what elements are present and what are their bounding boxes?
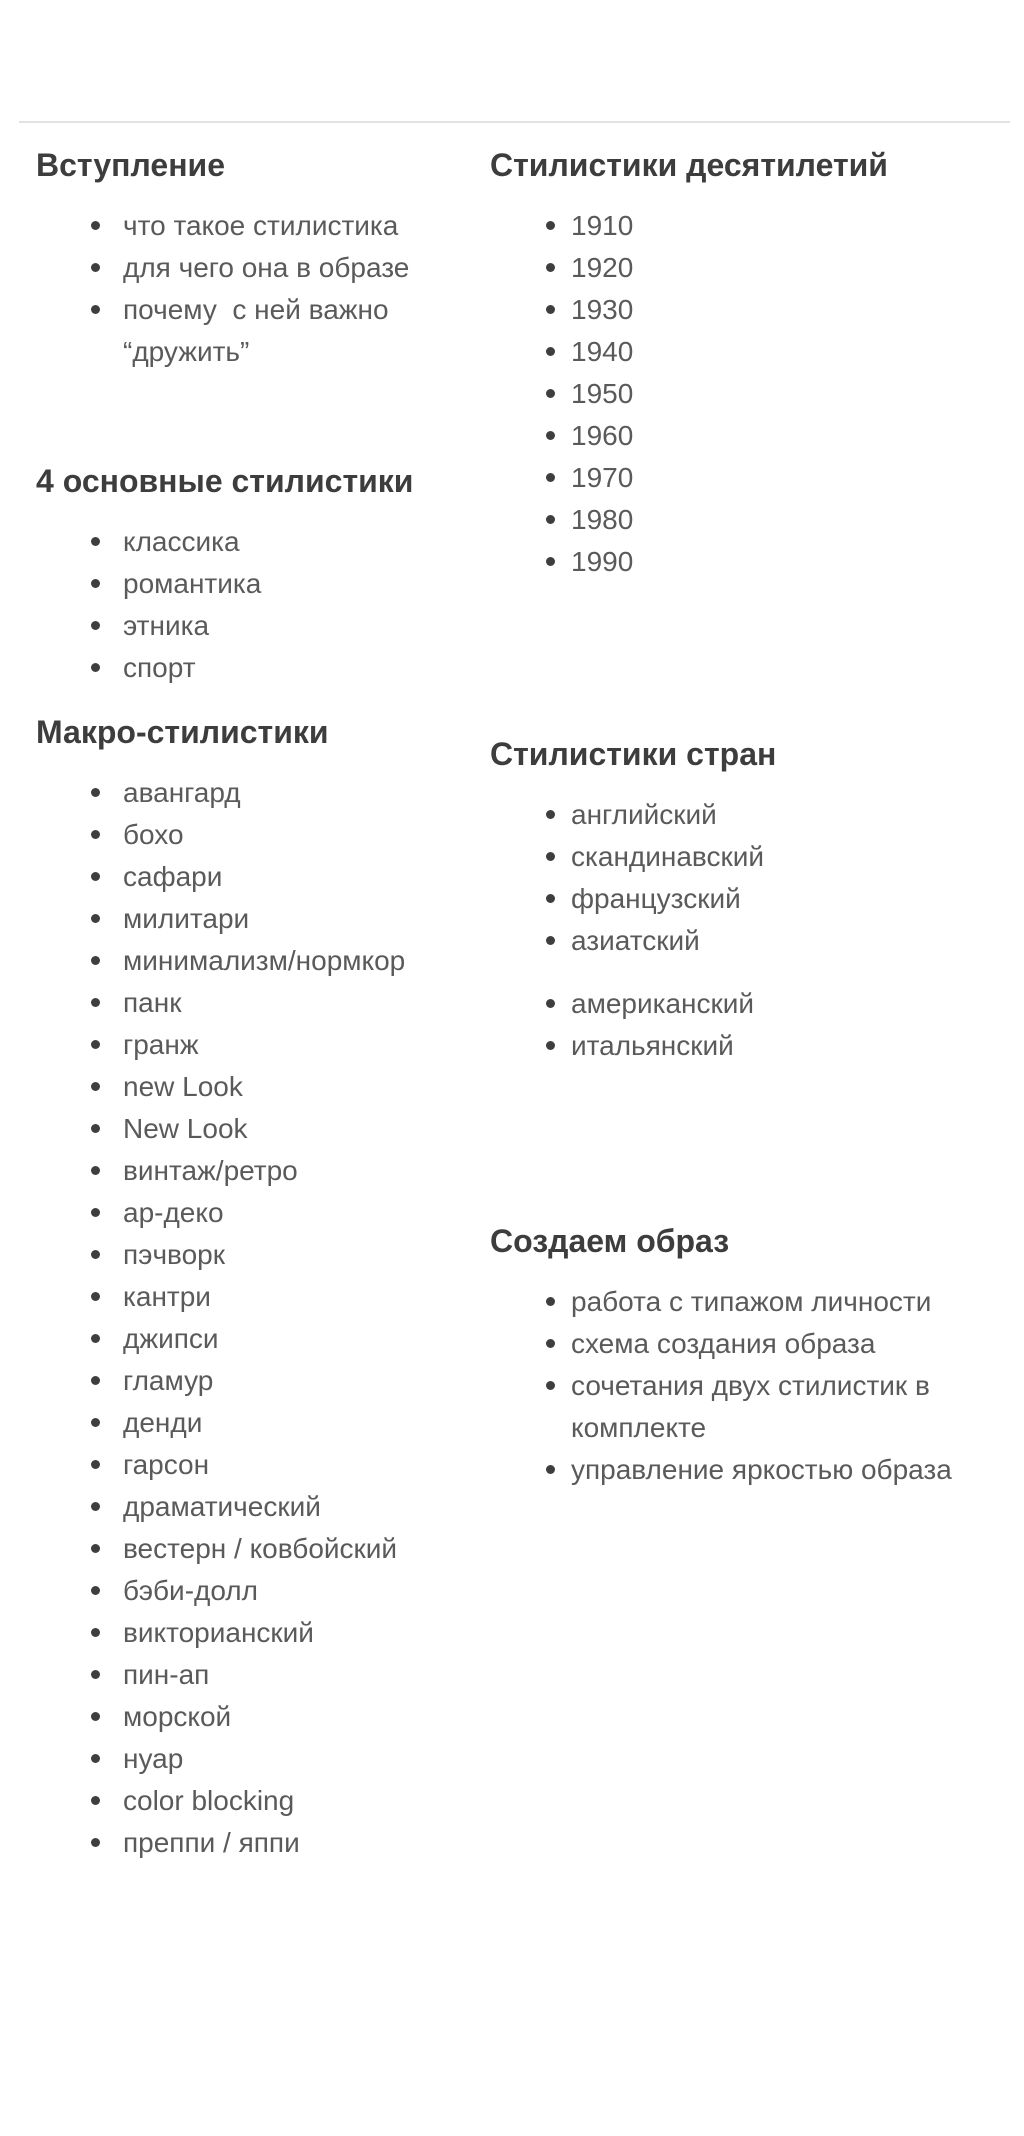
section-introduction	[36, 142, 443, 373]
list-item: морской	[36, 1696, 443, 1738]
list-item: 1920	[490, 247, 982, 289]
section-create-look	[490, 1218, 982, 1491]
list-item: вестерн / ковбойский	[36, 1528, 443, 1570]
list-item: new Look	[36, 1066, 443, 1108]
list-item: винтаж/ретро	[36, 1150, 443, 1192]
bullet-list	[36, 521, 443, 689]
list-item: денди	[36, 1402, 443, 1444]
list-item: бэби-долл	[36, 1570, 443, 1612]
section-lists	[36, 205, 443, 373]
list-item: гарсон	[36, 1444, 443, 1486]
list-item: схема создания образа	[490, 1323, 982, 1365]
list-item: классика	[36, 521, 443, 563]
list-item: нуар	[36, 1738, 443, 1780]
section-lists	[490, 205, 982, 583]
list-item: управление яркостью образа	[490, 1449, 982, 1491]
list-item: 1950	[490, 373, 982, 415]
list-item: минимализм/нормкор	[36, 940, 443, 982]
list-item: ар-деко	[36, 1192, 443, 1234]
section-title-four-basic-styles: 4 основные стилистики	[36, 463, 414, 499]
section-lists	[36, 772, 443, 1864]
list-item: панк	[36, 982, 443, 1024]
list-item: пин-ап	[36, 1654, 443, 1696]
list-item: пэчворк	[36, 1234, 443, 1276]
list-item: New Look	[36, 1108, 443, 1150]
list-item: романтика	[36, 563, 443, 605]
list-item: color blocking	[36, 1780, 443, 1822]
list-item: 1990	[490, 541, 982, 583]
bullet-list	[490, 1281, 982, 1491]
section-lists	[490, 1281, 982, 1491]
bullet-list	[490, 983, 982, 1067]
list-item: скандинавский	[490, 836, 982, 878]
list-item: спорт	[36, 647, 443, 689]
list-item: почему с ней важно “дружить”	[36, 289, 443, 373]
bullet-list	[490, 794, 982, 962]
section-four-basic-styles	[36, 458, 443, 689]
bullet-list	[490, 205, 982, 583]
section-title-introduction: Вступление	[36, 147, 225, 183]
list-item: джипси	[36, 1318, 443, 1360]
list-item: работа с типажом личности	[490, 1281, 982, 1323]
list-item: бохо	[36, 814, 443, 856]
section-title-country-styles: Стилистики стран	[490, 736, 777, 772]
list-item: 1930	[490, 289, 982, 331]
section-title-decade-styles: Стилистики десятилетий	[490, 147, 888, 183]
list-item: сочетания двух стилистик в комплекте	[490, 1365, 982, 1449]
list-item: 1940	[490, 331, 982, 373]
list-item: 1970	[490, 457, 982, 499]
list-item: преппи / яппи	[36, 1822, 443, 1864]
list-item: 1960	[490, 415, 982, 457]
list-item: французский	[490, 878, 982, 920]
list-item: 1910	[490, 205, 982, 247]
list-item: викторианский	[36, 1612, 443, 1654]
list-item: сафари	[36, 856, 443, 898]
list-item: гламур	[36, 1360, 443, 1402]
list-item: итальянский	[490, 1025, 982, 1067]
list-item: авангард	[36, 772, 443, 814]
section-macro-styles	[36, 709, 443, 1864]
list-item: кантри	[36, 1276, 443, 1318]
list-item: американский	[490, 983, 982, 1025]
list-item: драматический	[36, 1486, 443, 1528]
list-item: милитари	[36, 898, 443, 940]
list-item: английский	[490, 794, 982, 836]
section-title-create-look: Создаем образ	[490, 1223, 730, 1259]
section-country-styles	[490, 731, 982, 1067]
bullet-list	[36, 772, 443, 1864]
section-title-macro-styles: Макро-стилистики	[36, 714, 329, 750]
list-item: этника	[36, 605, 443, 647]
list-item: 1980	[490, 499, 982, 541]
top-divider	[19, 121, 1010, 123]
list-item: что такое стилистика	[36, 205, 443, 247]
section-lists	[36, 521, 443, 689]
list-item: для чего она в образе	[36, 247, 443, 289]
bullet-list	[36, 205, 443, 373]
section-decade-styles	[490, 142, 982, 583]
list-item: гранж	[36, 1024, 443, 1066]
list-item: азиатский	[490, 920, 982, 962]
section-lists	[490, 794, 982, 1067]
